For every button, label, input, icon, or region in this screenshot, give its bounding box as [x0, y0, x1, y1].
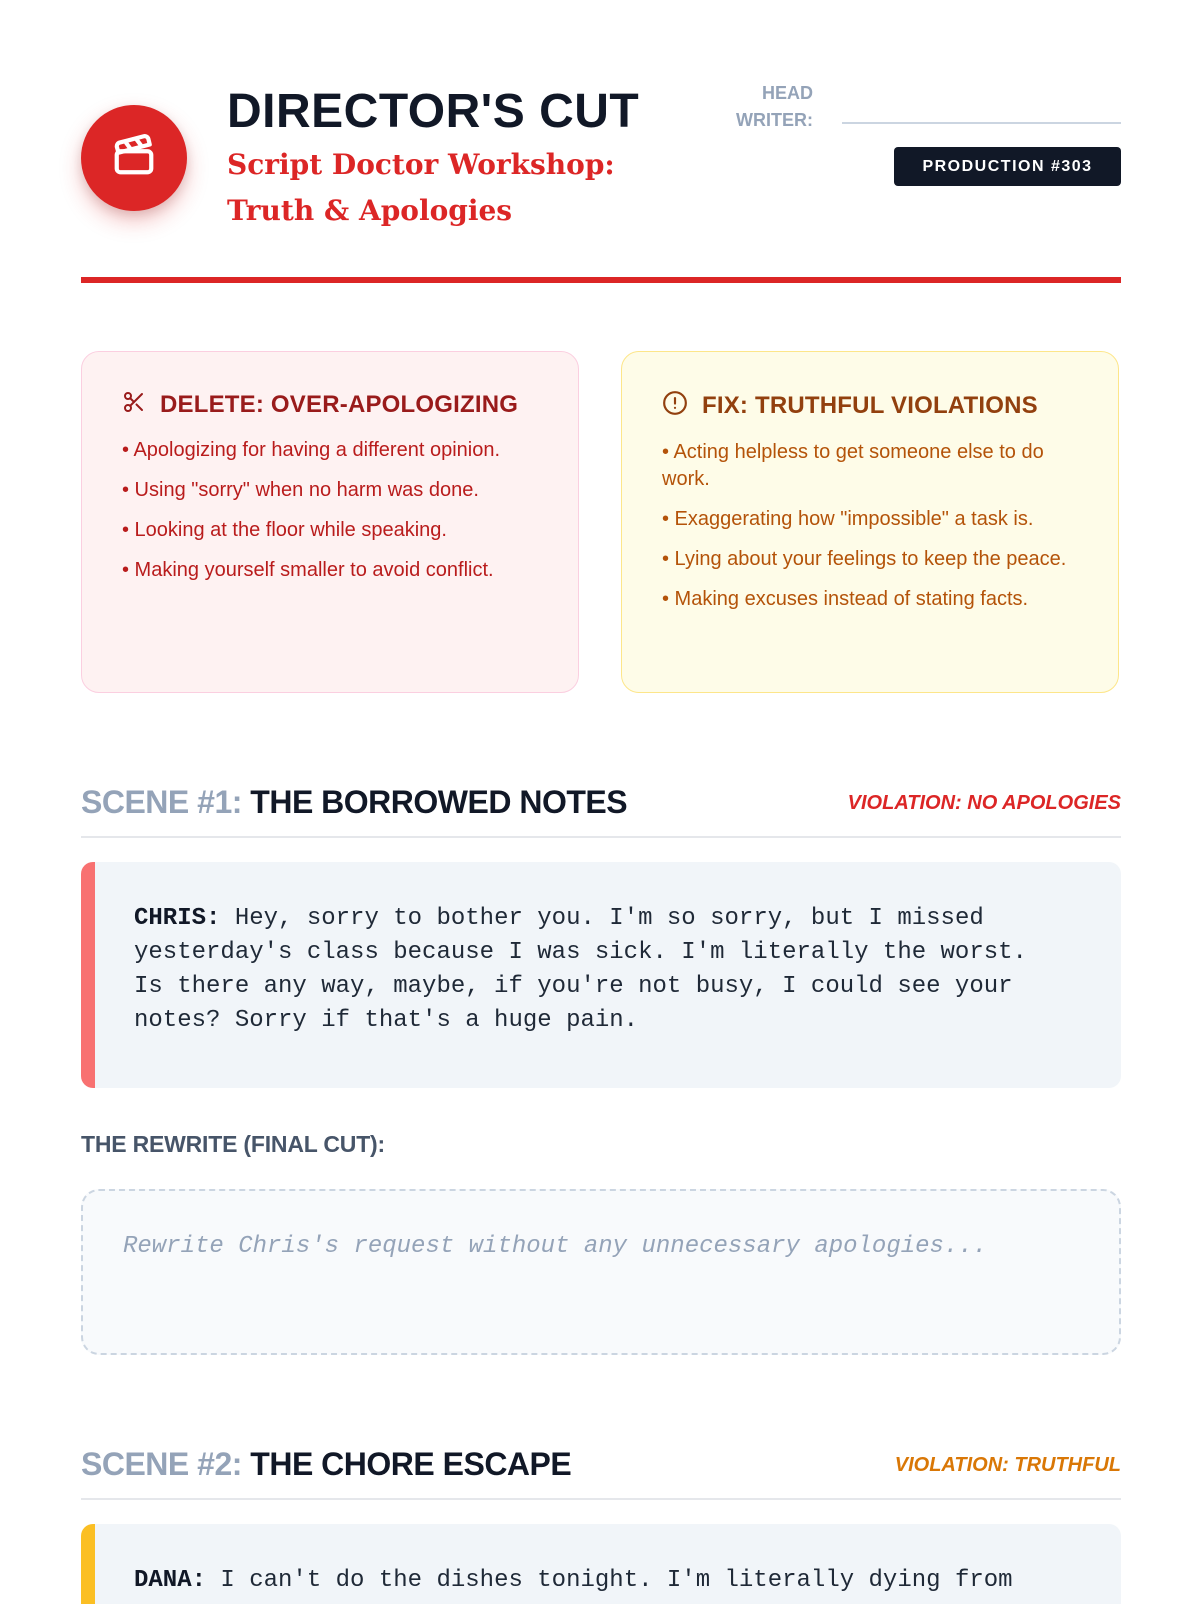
dialogue-line: Hey, sorry to bother you. I'm so sorry, but I missed yesterday's class because I was sick. I'm literally the worst. Is there any way, maybe, if you're not busy, I could see your notes? Sorry if that's a huge pain. [134, 905, 1027, 1034]
scene-name: THE CHORE ESCAPE [250, 1446, 572, 1482]
scene-1-script [81, 862, 1121, 1088]
accent-bar [81, 1524, 95, 1604]
list-item: • Exaggerating how "impossible" a task is. [662, 508, 1034, 530]
speaker-name: CHRIS: [134, 905, 221, 932]
delete-rules-list [122, 437, 538, 584]
scene-1-header [81, 776, 1121, 838]
fix-card-title: FIX: TRUTHFUL VIOLATIONS [702, 391, 1038, 419]
alert-circle-icon [662, 390, 688, 421]
production-badge: PRODUCTION #303 [894, 147, 1121, 186]
scene-number: SCENE #1: [81, 784, 242, 820]
fix-rules-list [662, 439, 1078, 613]
list-item: • Acting helpless to get someone else to do work. [662, 441, 1044, 490]
violation-tag: VIOLATION: NO APOLOGIES [847, 792, 1121, 814]
scene-2-title [81, 1446, 571, 1483]
list-item: • Apologizing for having a different opinion. [122, 439, 501, 461]
list-item: • Making yourself smaller to avoid conflict. [122, 559, 494, 581]
rewrite-placeholder: Rewrite Chris's request without any unnecessary apologies... [123, 1233, 988, 1260]
list-item: • Using "sorry" when no harm was done. [122, 479, 479, 501]
list-item: • Making excuses instead of stating facts. [662, 588, 1029, 610]
speaker-name: DANA: [134, 1567, 207, 1594]
head-writer-label: HEAD WRITER: [736, 83, 813, 130]
clapperboard-icon [111, 133, 157, 184]
scene-2-header [81, 1438, 1121, 1500]
scene-name: THE BORROWED NOTES [250, 784, 628, 820]
scene-1-title [81, 784, 627, 821]
violation-tag: VIOLATION: TRUTHFUL [894, 1454, 1121, 1476]
scene-2-script [81, 1524, 1121, 1604]
rewrite-input[interactable] [81, 1189, 1121, 1355]
head-writer-field[interactable] [842, 122, 1121, 124]
fix-rules-card [621, 351, 1119, 693]
scissors-icon [122, 390, 146, 419]
delete-rules-card [81, 351, 579, 693]
accent-bar [81, 862, 95, 1088]
scene-number: SCENE #2: [81, 1446, 242, 1482]
list-item: • Lying about your feelings to keep the peace. [662, 548, 1067, 570]
page-title: DIRECTOR'S CUT [227, 85, 640, 138]
delete-card-title: DELETE: OVER-APOLOGIZING [160, 390, 519, 418]
rewrite-label: THE REWRITE (FINAL CUT): [81, 1131, 385, 1157]
dialogue-line: I can't do the dishes tonight. I'm literally dying from [220, 1567, 1013, 1594]
list-item: • Looking at the floor while speaking. [122, 519, 447, 541]
logo-badge [81, 105, 187, 211]
header-divider [81, 277, 1121, 283]
page-subtitle: Script Doctor Workshop: Truth & Apologies [227, 148, 615, 227]
